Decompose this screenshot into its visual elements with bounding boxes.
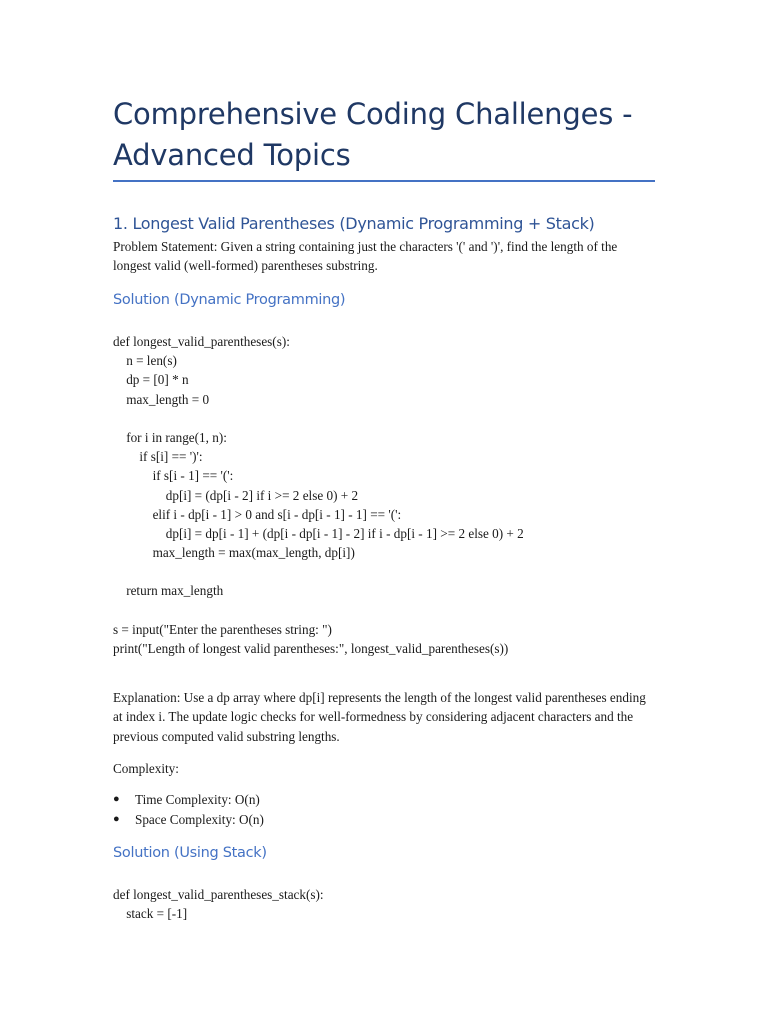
code-line: print("Length of longest valid parentheses:", longest_valid_parentheses(s)) (113, 641, 509, 656)
code-line (113, 601, 673, 620)
list-item-text: Space Complexity: O(n) (135, 811, 264, 827)
code-line (113, 409, 673, 428)
code-line: max_length = 0 (113, 391, 210, 407)
code-line: elif i - dp[i - 1] > 0 and s[i - dp[i - 1] - 1] == '(': (113, 506, 402, 522)
code-line: if s[i] == ')': (113, 449, 203, 465)
code-line: s = input("Enter the parentheses string: ") (113, 621, 332, 637)
bullet-icon: ● (113, 812, 120, 825)
code-line: return max_length (113, 583, 224, 599)
title-divider (113, 180, 655, 182)
document-title: Comprehensive Coding Challenges - Advanced Topics (113, 97, 633, 172)
code-line: if s[i - 1] == '(': (113, 468, 234, 484)
stack-solution-heading: Solution (Using Stack) (113, 845, 267, 861)
dp-solution-heading: Solution (Dynamic Programming) (113, 292, 346, 308)
complexity-label: Complexity: (113, 761, 179, 776)
problem-statement: Problem Statement: Given a string containing just the characters '(' and ')', find the length of the longest valid (well-formed) parentheses substring. (113, 239, 618, 274)
section-heading: 1. Longest Valid Parentheses (Dynamic Programming + Stack) (113, 214, 595, 233)
dp-code-block (113, 332, 673, 658)
bullet-icon: ● (113, 793, 120, 805)
code-line: dp[i] = (dp[i - 2] if i >= 2 else 0) + 2 (113, 487, 359, 503)
code-line: def longest_valid_parentheses(s): (113, 334, 290, 349)
code-line: dp[i] = dp[i - 1] + (dp[i - dp[i - 1] - 2] if i - dp[i - 1] >= 2 else 0) + 2 (113, 525, 524, 541)
code-line: def longest_valid_parentheses_stack(s): (113, 887, 324, 902)
list-item-text: Time Complexity: O(n) (135, 792, 260, 807)
code-line: stack = [-1] (113, 906, 188, 922)
stack-code-block (113, 885, 673, 923)
code-line: max_length = max(max_length, dp[i]) (113, 545, 355, 561)
explanation-paragraph: Explanation: Use a dp array where dp[i] represents the length of the longest valid parentheses ending at index i. The update logic checks for well-formedness by considering adjacent characters and the previous computed valid substring lengths. (113, 690, 646, 744)
code-line (113, 562, 673, 581)
code-line: n = len(s) (113, 353, 177, 369)
code-line: dp = [0] * n (113, 372, 189, 388)
code-line: for i in range(1, n): (113, 429, 227, 445)
